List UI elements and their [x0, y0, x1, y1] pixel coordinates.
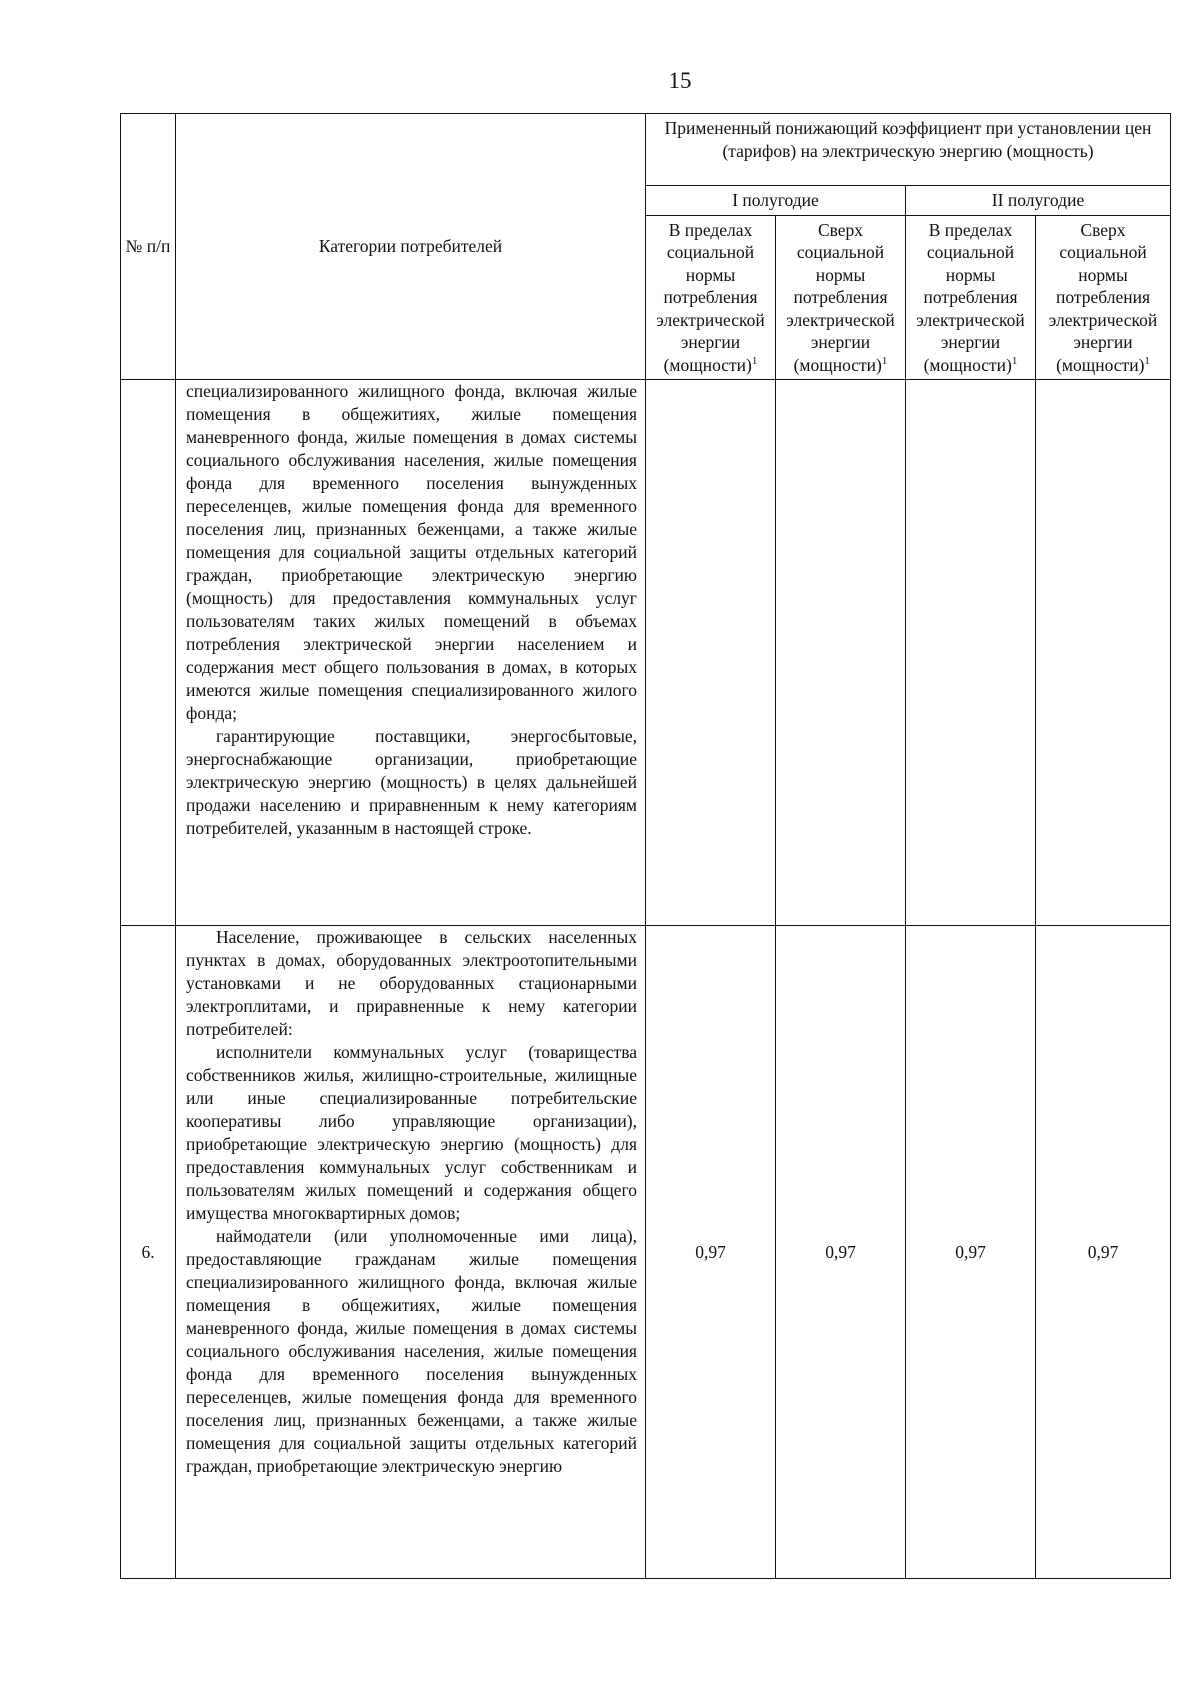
value-cell: [646, 380, 776, 926]
header-h2-within-norm: В пределах социальной нормы потребления электрической энергии (мощности)$^1$: [906, 215, 1036, 380]
category-paragraph: исполнители коммунальных услуг (товарищества собственников жилья, жилищно-строительные, жилищные или иные специализированные потребительские кооперативы либо управляющие организации), приобретающие электрическую энергию (мощность) для предоставления коммунальных услуг собственникам и пользователям жилых помещений и содержания общего имущества многоквартирных домов;: [186, 1042, 637, 1223]
value-cell: [1036, 380, 1171, 926]
page-number: 15: [668, 68, 692, 93]
category-cell: [176, 380, 646, 926]
header-h1-above-norm: Сверх социальной нормы потребления электрической энергии (мощности)$^1$: [776, 215, 906, 380]
category-paragraph: Население, проживающее в сельских населенных пунктах в домах, оборудованных электроотопительными установками и не оборудованных стационарными электроплитами, и приравненные к нему категории потребителей:: [186, 927, 637, 1039]
category-paragraph: наймодатели (или уполномоченные ими лица), предоставляющие гражданам жилые помещения специализированного жилищного фонда, включая жилые помещения в общежитиях, жилые помещения маневренного фонда, жилые помещения в домах системы социального обслуживания населения, жилые помещения фонда для временного поселения вынужденных переселенцев, жилые помещения фонда для временного поселения лиц, признанных беженцами, а также жилые помещения для социальной защиты отдельных категорий граждан, приобретающие электрическую энергию: [186, 1226, 637, 1476]
category-paragraph: гарантирующие поставщики, энергосбытовые, энергоснабжающие организации, приобретающие электрическую энергию (мощность) в целях дальнейшей продажи населению и приравненным к нему категориям потребителей, указанным в настоящей строке.: [186, 726, 637, 838]
value-cell: 0,97: [776, 926, 906, 1579]
tariff-coefficient-table: [120, 113, 1171, 1579]
value-cell: 0,97: [646, 926, 776, 1579]
header-h1-within-norm: В пределах социальной нормы потребления электрической энергии (мощности)$^1$: [646, 215, 776, 380]
table-row: [121, 380, 1171, 926]
header-half-1: I полугодие: [646, 186, 906, 216]
header-coefficient-title: Примененный понижающий коэффициент при установлении цен (тарифов) на электрическую энергию (мощность): [646, 114, 1171, 186]
header-h2-above-norm: Сверх социальной нормы потребления электрической энергии (мощности)$^1$: [1036, 215, 1171, 380]
value-cell: [776, 380, 906, 926]
header-number: № п/п: [121, 114, 176, 380]
value-cell: [906, 380, 1036, 926]
value-cell: 0,97: [906, 926, 1036, 1579]
table-row: [121, 926, 1171, 1579]
row-number: 6.: [121, 926, 176, 1579]
value-cell: 0,97: [1036, 926, 1171, 1579]
header-half-2: II полугодие: [906, 186, 1171, 216]
row-number: [121, 380, 176, 926]
category-paragraph: специализированного жилищного фонда, включая жилые помещения в общежитиях, жилые помещения маневренного фонда, жилые помещения в домах системы социального обслуживания населения, жилые помещения фонда для временного поселения вынужденных переселенцев, жилые помещения фонда для временного поселения лиц, признанных беженцами, а также жилые помещения для социальной защиты отдельных категорий граждан, приобретающие электрическую энергию (мощность) для предоставления коммунальных услуг пользователям таких жилых помещений в объемах потребления электрической энергии населением и содержания мест общего пользования в домах, в которых имеются жилые помещения специализированного жилого фонда;: [186, 381, 637, 723]
category-cell: [176, 926, 646, 1579]
header-category: Категории потребителей: [176, 114, 646, 380]
